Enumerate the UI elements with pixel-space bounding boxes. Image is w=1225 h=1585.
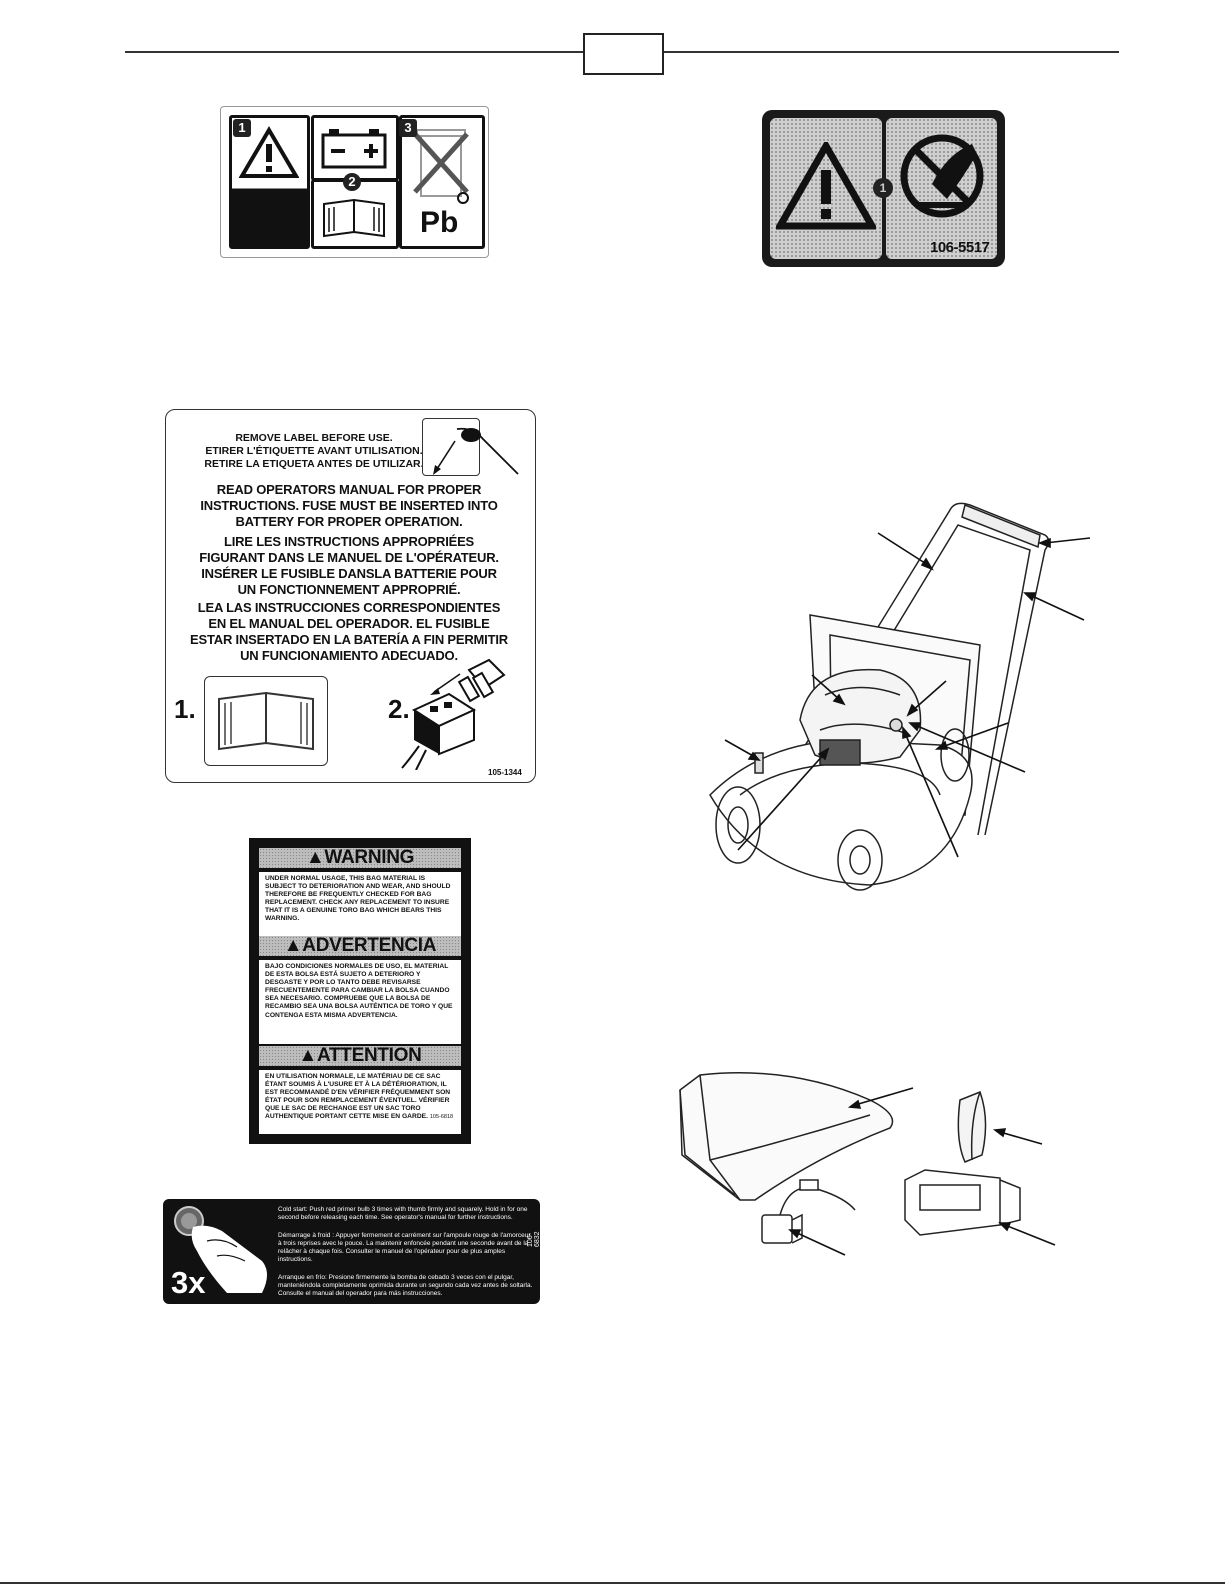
badge-1: 1	[873, 178, 893, 198]
manual-icon	[319, 194, 389, 240]
warning-english-text: UNDER NORMAL USAGE, THIS BAG MATERIAL IS SUBJECT TO DETERIORATION AND WEAR, AND SHOULD THEREFORE BE FREQUENTLY CHECKED FOR BAG REPLACEMENT. CHECK ANY REPLACEMENT TO INSURE THAT IT IS A GENUINE TORO BAG WHICH BEARS THIS WARNING.	[259, 872, 461, 936]
decal-code: 105-1344	[488, 768, 522, 777]
battery-icon	[319, 126, 389, 170]
manual-icon	[211, 687, 321, 757]
warning-triangle-icon	[776, 142, 876, 232]
primer-french-text: Démarrage à froid : Appuyer fermement et carrément sur l'ampoule rouge de l'amorceur à trois reprises avec le pouce. La maintenir enfoncée pendant une seconde avant de la relâcher à chaque fois. Consulter le manuel de l'opérateur pour de plus amples instructions.	[278, 1232, 531, 1263]
decal-cell-battery	[311, 115, 399, 181]
press-count: 3x	[171, 1265, 206, 1300]
decal-code: 105-6818	[429, 1114, 454, 1121]
primer-decal	[163, 1199, 540, 1304]
badge-3: 3	[399, 119, 417, 137]
remove-label-text: REMOVE LABEL BEFORE USE. ETIRER L'ÉTIQUETTE AVANT UTILISATION. RETIRE LA ETIQUETA ANTES DE UTILIZAR.	[204, 432, 424, 470]
fuse-insert-icon	[394, 650, 524, 770]
advertencia-header: ▲ADVERTENCIA	[259, 936, 461, 956]
page-number-box	[583, 33, 664, 75]
fuse-instruction-decal	[165, 409, 536, 783]
bag-warning-decal	[249, 838, 471, 1144]
no-hand-icon	[892, 124, 992, 224]
manual-illustration	[204, 676, 328, 766]
primer-spanish-text: Arranque en frío: Presione firmemente la bomba de cebado 3 veces con el pulgar, manteniéndola completamente oprimida durante un segundo cada vez antes de soltarla. Consulte el manual del operador para más instrucciones.	[278, 1274, 533, 1297]
primer-english-text: Cold start: Push red primer bulb 3 times with thumb firmly and squarely. Hold in for one second before releasing each time. See operator's manual for further instructions.	[278, 1206, 528, 1221]
attention-header: ▲ATTENTION	[259, 1046, 461, 1066]
decal-code: 106-6832	[527, 1231, 541, 1247]
decal-code: 106-5517	[930, 239, 990, 256]
mower-illustration	[700, 495, 1100, 915]
decal-panel-hand	[886, 118, 997, 259]
header-rule-right	[662, 51, 1119, 53]
step-2-label: 2.	[388, 694, 410, 724]
decal-panel-warning	[770, 118, 882, 259]
warning-spanish-text: BAJO CONDICIONES NORMALES DE USO, EL MATERIAL DE ESTA BOLSA ESTÁ SUJETO A DETERIORO Y DESGASTE Y POR LO TANTO DEBE REVISARSE FRECUENTEMENTE PARA CAMBIAR LA BOLSA CUANDO SEA NECESARIO. COMPRUEBE QUE LA BOLSA DE RECAMBIO SEA UNA BOLSA AUTÉNTICA DE TORO Y QUE CONTENGA ESTA MISMA ADVERTENCIA.	[259, 960, 461, 1044]
hand-hazard-decal	[762, 110, 1005, 267]
french-instructions: LIRE LES INSTRUCTIONS APPROPRIÉES FIGURANT DANS LE MANUEL DE L'OPÉRATEUR. INSÉRER LE FUSIBLE DANSLA BATTERIE POUR UN FONCTIONNEMENT APPROPRIÉ.	[199, 534, 499, 597]
peel-hand-icon	[423, 419, 513, 485]
battery-decal	[220, 106, 489, 258]
warning-french-text: EN UTILISATION NORMALE, LE MATÉRIAU DE CE SAC ÉTANT SOUMIS À L'USURE ET À LA DÉTÉRIORATION, IL EST RECOMMANDÉ D'EN VÉRIFIER FRÉQUEMMENT SON ÉTAT POUR SON REMPLACEMENT ÉVENTUEL. VÉRIFIER QUE LE SAC DE RECHANGE EST UN SAC TORO AUTHENTIQUE PORTANT CETTE MISE EN GARDE. 105-6818	[259, 1070, 461, 1134]
peel-hand-illustration	[422, 418, 480, 476]
crossed-bin-icon	[407, 122, 477, 212]
step-1-label: 1.	[174, 694, 196, 724]
pb-text: Pb	[420, 206, 459, 239]
bag-parts-illustration	[670, 1060, 1070, 1270]
spanish-instructions: LEA LAS INSTRUCCIONES CORRESPONDIENTES EN EL MANUAL DEL OPERADOR. EL FUSIBLE ESTAR INSERTADO EN LA BATERÍA A FIN PERMITIR UN FUNCIONAMIENTO ADECUADO.	[190, 600, 508, 663]
warning-header: ▲WARNING	[259, 848, 461, 868]
english-instructions: READ OPERATORS MANUAL FOR PROPER INSTRUCTIONS. FUSE MUST BE INSERTED INTO BATTERY FOR PROPER OPERATION.	[200, 482, 498, 529]
footer-rule	[0, 1582, 1225, 1584]
badge-1: 1	[233, 119, 251, 137]
badge-2: 2	[343, 173, 361, 191]
header-rule-left	[125, 51, 583, 53]
